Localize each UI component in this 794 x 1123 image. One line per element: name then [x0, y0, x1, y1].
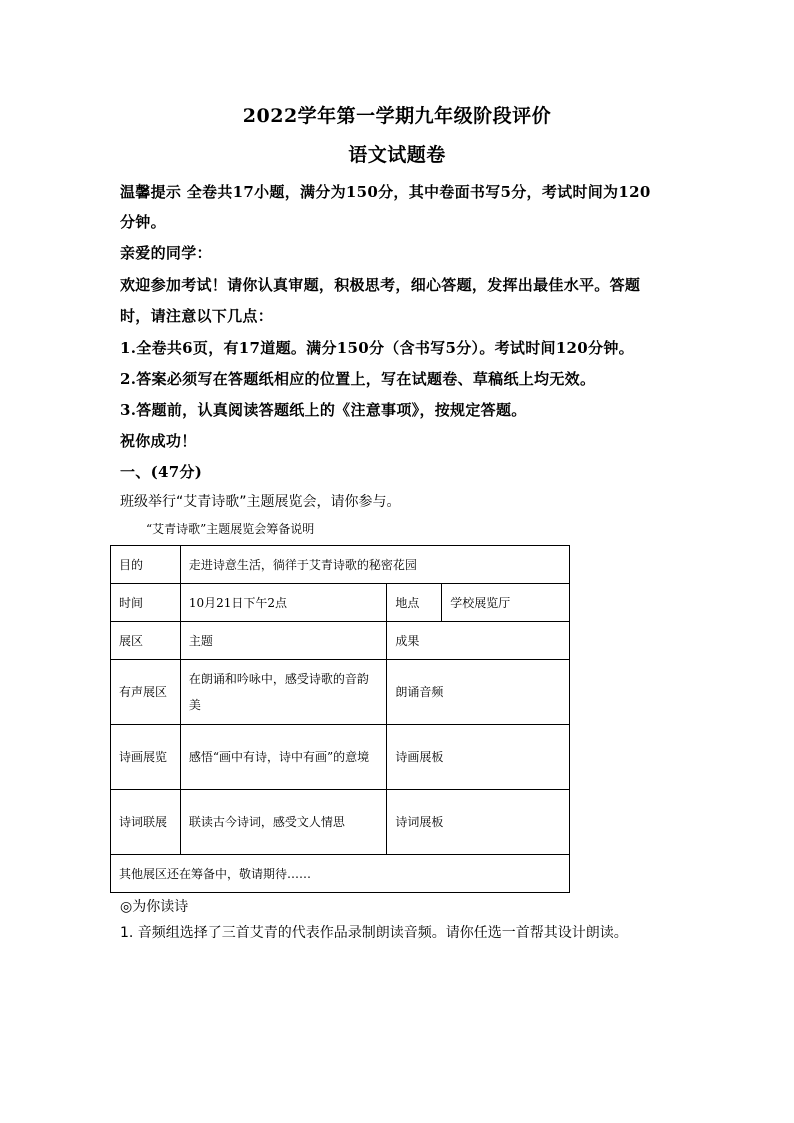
table-header-row — [111, 622, 570, 660]
welcome-line-2: 时，请注意以下几点： — [120, 307, 274, 325]
section-prompt: 班级举行“艾青诗歌”主题展览会，请你参与。 — [120, 494, 401, 510]
tip-line-2: 分钟。 — [120, 213, 166, 231]
tip-line-1: 温馨提示 全卷共17小题，满分为150分，其中卷面书写5分，考试时间为120 — [120, 183, 651, 201]
result-cell: 诗词展板 — [387, 790, 570, 855]
table-row — [111, 584, 570, 622]
table-row — [111, 790, 570, 855]
rule-2: 2.答案必须写在答题纸相应的位置上，写在试题卷、草稿纸上均无效。 — [120, 370, 596, 388]
section-heading: 一、(47分) — [120, 463, 203, 481]
table-row — [111, 660, 570, 725]
column-header-theme: 主题 — [180, 622, 387, 660]
greeting: 亲爱的同学： — [120, 244, 212, 262]
theme-cell: 感悟“画中有诗，诗中有画”的意境 — [180, 725, 387, 790]
table-footer-note: 其他展区还在筹备中，敬请期待…… — [111, 855, 570, 893]
theme-cell: 在朗诵和吟咏中，感受诗歌的音韵美 — [180, 660, 387, 725]
place-label: 地点 — [387, 584, 442, 622]
place-value: 学校展览厅 — [442, 584, 570, 622]
purpose-value: 走进诗意生活，徜徉于艾青诗歌的秘密花园 — [180, 546, 569, 584]
time-value: 10月21日下午2点 — [180, 584, 387, 622]
question-1: 1. 音频组选择了三首艾青的代表作品录制朗读音频。请你任选一首帮其设计朗读。 — [120, 925, 628, 941]
time-label: 时间 — [111, 584, 181, 622]
rule-3: 3.答题前，认真阅读答题纸上的《注意事项》，按规定答题。 — [120, 401, 527, 419]
table-footer-row — [111, 855, 570, 893]
welcome-line-1: 欢迎参加考试！请你认真审题，积极思考，细心答题，发挥出最佳水平。答题 — [120, 276, 641, 294]
zone-cell: 诗词联展 — [111, 790, 181, 855]
purpose-label: 目的 — [111, 546, 181, 584]
zone-cell: 诗画展览 — [111, 725, 181, 790]
exhibition-plan-table — [110, 545, 570, 893]
table-caption: “艾青诗歌”主题展览会筹备说明 — [146, 522, 315, 536]
reading-heading: ◎为你读诗 — [120, 899, 189, 915]
rule-1: 1.全卷共6页，有17道题。满分150分（含书写5分）。考试时间120分钟。 — [120, 339, 634, 357]
zone-cell: 有声展区 — [111, 660, 181, 725]
theme-cell: 联读古今诗词，感受文人情思 — [180, 790, 387, 855]
column-header-zone: 展区 — [111, 622, 181, 660]
exam-subtitle: 语文试题卷 — [348, 144, 446, 166]
table-row — [111, 725, 570, 790]
result-cell: 朗诵音频 — [387, 660, 570, 725]
result-cell: 诗画展板 — [387, 725, 570, 790]
wish: 祝你成功！ — [120, 432, 197, 450]
column-header-result: 成果 — [387, 622, 570, 660]
table-row — [111, 546, 570, 584]
exam-title: 2022学年第一学期九年级阶段评价 — [242, 105, 552, 127]
